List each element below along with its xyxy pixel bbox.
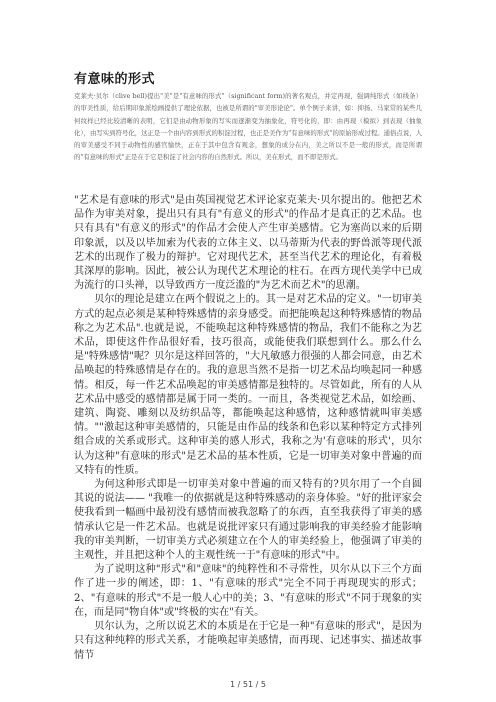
intro-paragraph: 克莱夫·贝尔（clive bell)提出"美"是"有意味的形式"（significant form)的著名观点，并定再现，强调纯形式（如线条）的审美性质，给后期印象派绘画提供了理论依据，也被是所谓的"审美形论论"。单个例子来讲，如：抑扬、马家常的某些几何纹样已经比较清晰的表明，它们是由动物形象的写实而逐渐变为抽象化，符号化的，即：由再现（模拟）到表现（抽象化），由写实到符号化，这正是一个由内容到形式的积淀过程，也正是美作为"有意味的形式"的原始形成过程。通俗点说，人的审美感受不同于动物性的感官愉快，正在于其中包含有观念，想象的成分在内，美之所以不是一般的形式，而是所谓的"有意味的形式"正是在于它是积淀了社会内容的自然形式。所以，美在形式，而不即是形式。 [74,92,422,162]
page-number: 1 / 51 / 5 [230,680,266,689]
body-paragraph: "艺术是有意味的形式"是由英国视觉艺术评论家克莱夫·贝尔提出的。他把艺术品作为审美对象，提出只有具有"有意义的形式"的作品才是真正的艺术品。也只有具有"有意义的形式"的作品才会使人产生审美感情。它为塞尚以来的后期印象派，以及以毕加索为代表的立体主义、以马蒂斯为代表的野兽派等现代派艺术的出现作了极力的辩护。它对现代艺术，甚至当代艺术的理论化，有着极其深厚的影响。因此，被公认为现代艺术理论的柱石。在西方现代美学中已成为流行的口头禅，以导致西方一度泛滥的"为艺术而艺术"的思潮。 [74,195,422,292]
body-paragraph: 为了说明这种"形式"和"意味"的纯粹性和不寻常性，贝尔从以下三个方面作了进一步的阐述，即：1、"有意味的形式"完全不同于再现现实的形式；2、"有意味的形式"不是一般人心中的美；3、"有意味的形式"不同于现象的实在，而是同"物自体"或"终极的实在"有关。 [74,564,422,618]
body-paragraph: 为何这种形式即是一切审美对象中普遍的而又特有的?贝尔用了一个自圆其说的说法—— "我唯一的依据就是这种特殊感动的亲身体验。"好的批评家会使我看到一幅画中最初没有感情而被我忽略了的东西，直至我获得了审美的感情承认它是一件艺术品。也就是说批评家只有通过影响我的审美经验才能影响我的审美判断，一切审美方式必须建立在个人的审美经验上，他强调了审美的主观性，并且把这种个人的主观性统一于"有意味的形式"中。 [74,479,422,562]
body-paragraph: 贝尔的理论是建立在两个假说之上的。其一是对艺术品的定义。"一切审美方式的起点必须是某种特殊感情的亲身感受。而把能唤起这种特殊感情的物品称之为艺术品".也就是说，不能唤起这种特殊感情的物品，我们不能称之为艺术品，即使这件作品很好看，技巧很高，或能使我们联想到什么。那么什么是"特殊感情"呢？贝尔是这样回答的，"大凡敏感力很强的人都会同意，由艺术品唤起的特殊感情是存在的。我的意思当然不是指一切艺术品均唤起同一种感情。相反，每一件艺术品唤起的审美感情都是独特的。尽管如此，所有的人从艺术品中感受的感情都是属于同一类的。一而且，各类视觉艺术品，如绘画、建筑、陶瓷、雕刻以及纺织品等，都能唤起这种感情，这种感情就叫审美感情。""激起这种审美感情的，只能是由作品的线条和色彩以某种特定方式排列组合成的关系或形式。这种审美的感人形式，我称之为'有意味的形式'，贝尔认为这种"有意味的形式"是艺术品的基本性质，它是一切审美对象中普遍的而又特有的性质。 [74,294,422,476]
body-text [74,194,422,663]
page-title: 有意味的形式 [74,72,156,87]
body-paragraph: 贝尔认为，之所以说艺术的本质是在于它是一种"有意味的形式"，是因为只有这种纯粹的形式关系，才能唤起审美感情，而再现、记述事实、描述故事情节 [74,621,422,661]
